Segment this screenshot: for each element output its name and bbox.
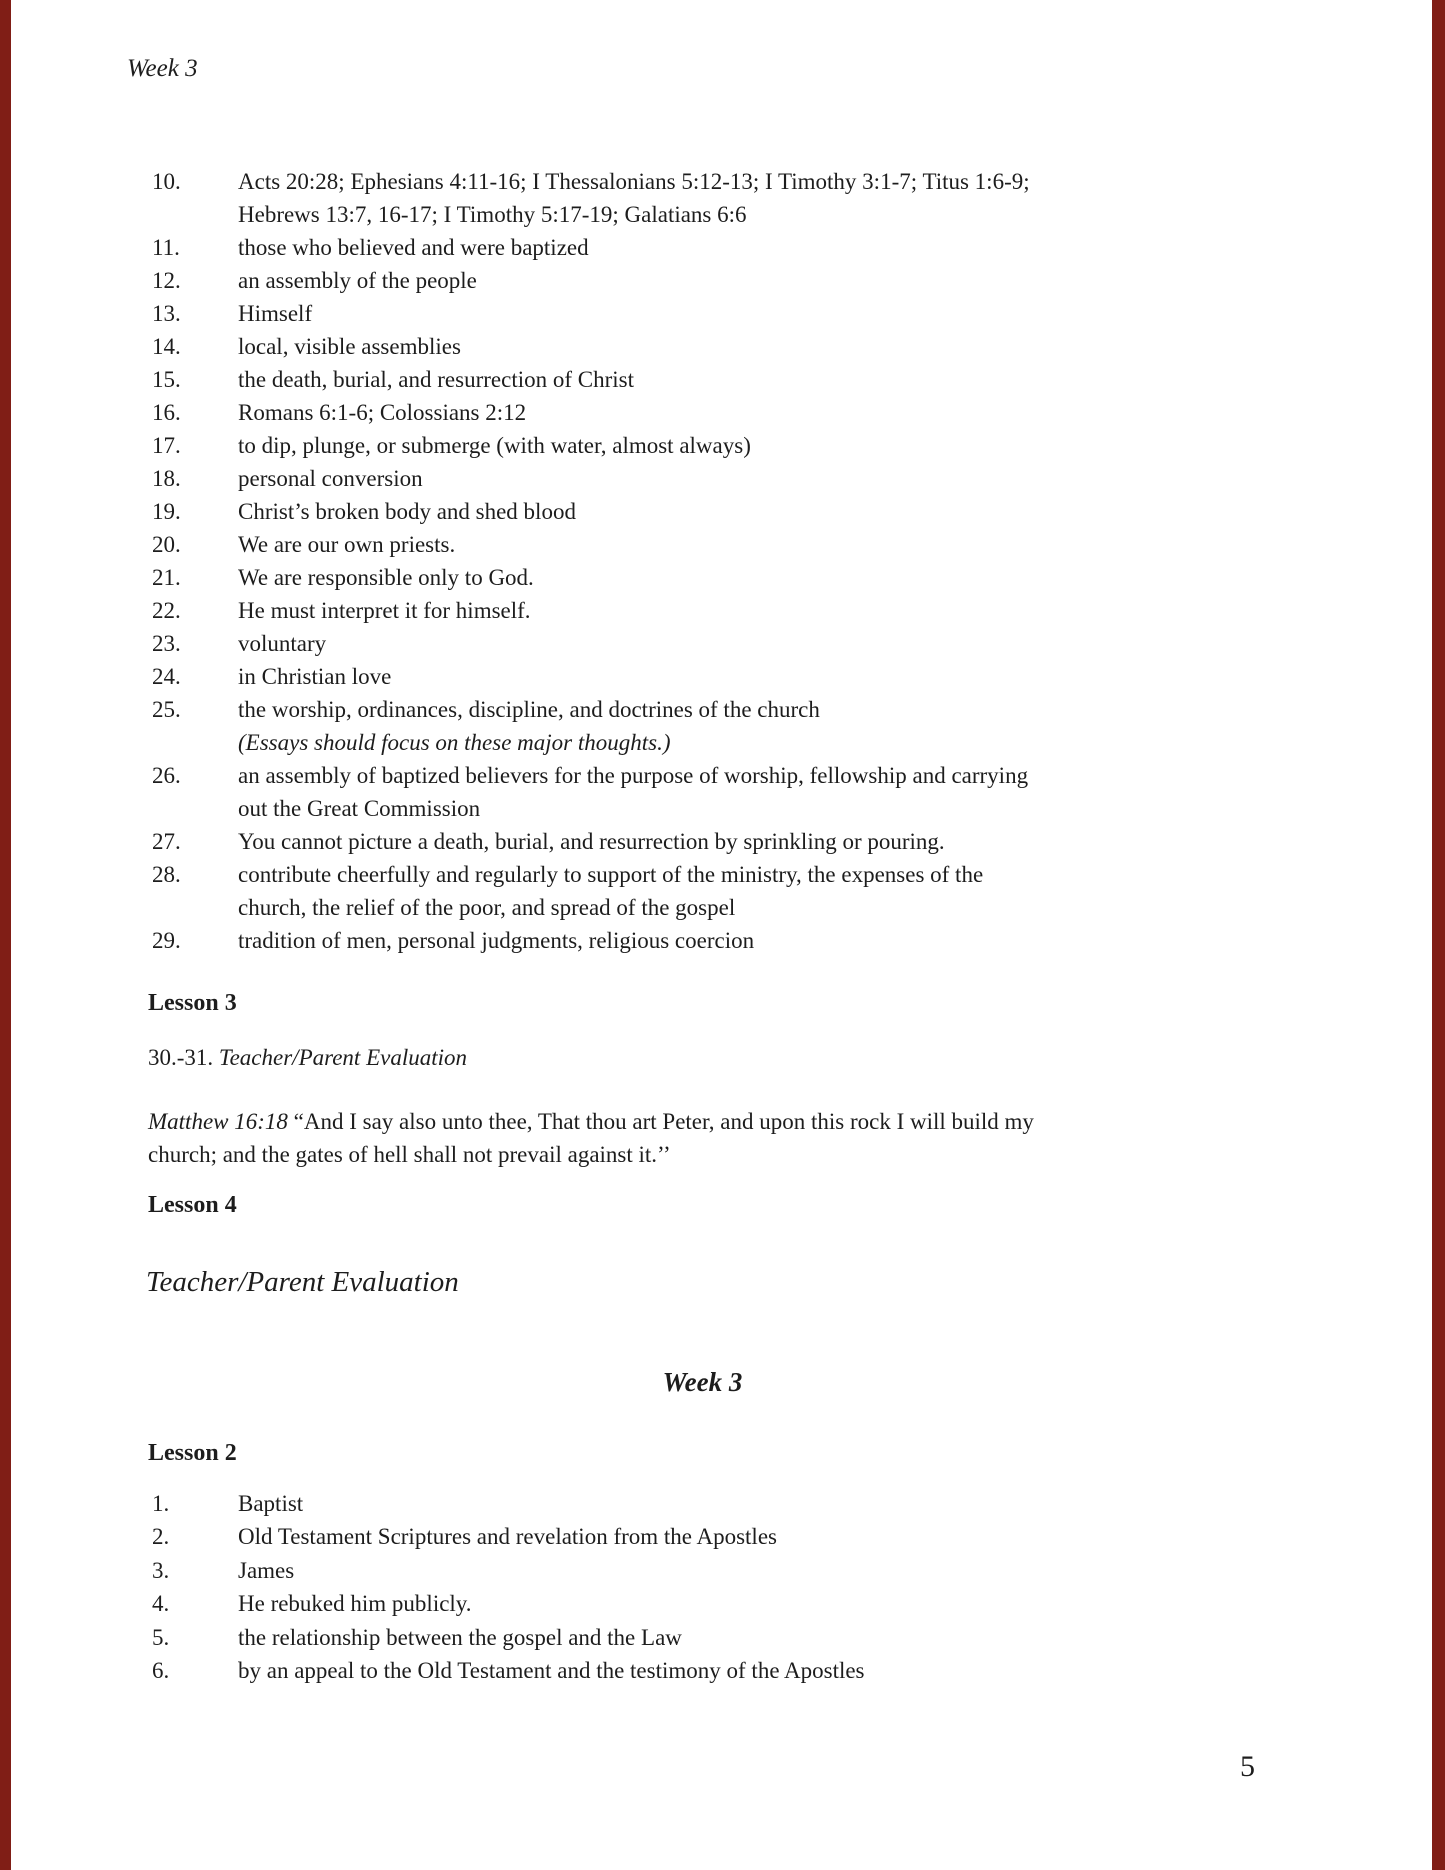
item-number: 27.	[152, 829, 181, 854]
answer-list-item	[152, 165, 1445, 198]
answer-list-item	[152, 561, 1445, 594]
item-text: He rebuked him publicly.	[238, 1591, 472, 1617]
evaluation-range: 30.-31.	[148, 1045, 219, 1070]
answer-list-item	[152, 759, 1445, 792]
item-number: 29.	[152, 928, 181, 953]
answer-list-week3	[0, 1487, 1445, 1687]
item-number: 10.	[152, 169, 181, 194]
item-text: church, the relief of the poor, and spread of the gospel	[238, 895, 736, 920]
item-number: 11.	[152, 235, 180, 260]
item-text: voluntary	[238, 631, 327, 656]
answer-list-item	[152, 1654, 1445, 1687]
item-text: Baptist	[238, 1491, 304, 1516]
answer-list-item	[152, 594, 1445, 627]
answer-list-week2	[0, 165, 1445, 957]
item-text: Christ’s broken body and shed blood	[238, 499, 576, 524]
item-number	[152, 792, 238, 825]
answer-list-item	[152, 1520, 1445, 1553]
item-number: 12.	[152, 268, 181, 293]
item-text: the relationship between the gospel and the Law	[238, 1624, 682, 1650]
answer-list-item	[152, 693, 1445, 726]
item-number: 4.	[152, 1591, 170, 1617]
answer-list-item	[152, 792, 1445, 825]
item-text: out the Great Commission	[238, 796, 481, 821]
item-text: the death, burial, and resurrection of Christ	[238, 367, 634, 392]
answer-list-item	[152, 1554, 1445, 1587]
item-number: 19.	[152, 499, 181, 524]
item-text: an assembly of the people	[238, 268, 477, 293]
answer-list-item	[152, 198, 1445, 231]
quote-line-2: church; and the gates of hell shall not prevail against it.’’	[148, 1142, 671, 1167]
item-number: 28.	[152, 862, 181, 887]
answer-list-item	[152, 429, 1445, 462]
week-3-section-title: Week 3	[662, 1367, 743, 1397]
item-text: those who believed and were baptized	[238, 235, 589, 260]
item-number: 17.	[152, 433, 181, 458]
item-number: 22.	[152, 598, 181, 623]
item-text: We are responsible only to God.	[238, 565, 534, 590]
item-text: Old Testament Scriptures and revelation from the Apostles	[238, 1524, 777, 1550]
matthew-quote-paragraph	[148, 1105, 1034, 1171]
lesson-3-evaluation-line	[148, 1041, 467, 1074]
item-text: We are our own priests.	[238, 532, 456, 557]
item-number	[152, 726, 238, 759]
item-text: tradition of men, personal judgments, religious coercion	[238, 928, 755, 953]
item-text: in Christian love	[238, 664, 392, 689]
item-text: Himself	[238, 301, 313, 326]
item-text: to dip, plunge, or submerge (with water, almost always)	[238, 433, 751, 458]
answer-list-item	[152, 396, 1445, 429]
item-number: 6.	[152, 1658, 170, 1684]
item-text: the worship, ordinances, discipline, and doctrines of the church	[238, 697, 820, 722]
item-number: 5.	[152, 1624, 170, 1650]
answer-list-item	[152, 1487, 1445, 1520]
answer-list-item	[152, 858, 1445, 891]
answer-list-item	[152, 825, 1445, 858]
item-text: by an appeal to the Old Testament and the testimony of the Apostles	[238, 1658, 865, 1684]
item-number: 13.	[152, 301, 181, 326]
item-number: 24.	[152, 664, 181, 689]
answer-list-item	[152, 1621, 1445, 1654]
item-number: 15.	[152, 367, 181, 392]
item-number: 20.	[152, 532, 181, 557]
answer-list-item	[152, 726, 1445, 759]
item-text: local, visible assemblies	[238, 334, 461, 359]
item-text: He must interpret it for himself.	[238, 598, 531, 623]
answer-list-item	[152, 528, 1445, 561]
answer-list-item	[152, 363, 1445, 396]
item-text: You cannot picture a death, burial, and resurrection by sprinkling or pouring.	[238, 829, 945, 854]
item-number: 25.	[152, 697, 181, 722]
item-number	[152, 198, 238, 231]
answer-list-item	[152, 660, 1445, 693]
lesson-4-evaluation-label: Teacher/Parent Evaluation	[146, 1266, 459, 1298]
item-number: 23.	[152, 631, 181, 656]
item-text: James	[238, 1557, 295, 1583]
item-number: 26.	[152, 763, 181, 788]
answer-list-item	[152, 891, 1445, 924]
lesson-3-heading: Lesson 3	[148, 990, 237, 1016]
item-number: 3.	[152, 1557, 170, 1583]
item-text: Acts 20:28; Ephesians 4:11-16; I Thessalonians 5:12-13; I Timothy 3:1-7; Titus 1:6-9;	[238, 169, 1030, 194]
item-text: Hebrews 13:7, 16-17; I Timothy 5:17-19; Galatians 6:6	[238, 202, 747, 227]
answer-list-item	[152, 627, 1445, 660]
item-number: 1.	[152, 1491, 170, 1516]
scripture-reference: Matthew 16:18	[148, 1109, 288, 1134]
item-number: 21.	[152, 565, 181, 590]
item-number: 16.	[152, 400, 181, 425]
item-number: 2.	[152, 1524, 170, 1550]
page-number: 5	[1240, 1750, 1255, 1783]
item-number: 18.	[152, 466, 181, 491]
answer-list-item	[152, 330, 1445, 363]
answer-list-item	[152, 297, 1445, 330]
page-header-week-label: Week 3	[127, 55, 198, 82]
item-number: 14.	[152, 334, 181, 359]
item-text: an assembly of baptized believers for the purpose of worship, fellowship and carrying	[238, 763, 1029, 788]
evaluation-label: Teacher/Parent Evaluation	[218, 1045, 467, 1070]
item-text: contribute cheerfully and regularly to support of the ministry, the expenses of the	[238, 862, 984, 887]
item-number	[152, 891, 238, 924]
answer-list-item	[152, 924, 1445, 957]
item-text: Romans 6:1-6; Colossians 2:12	[238, 400, 527, 425]
answer-list-item	[152, 495, 1445, 528]
answer-list-item	[152, 1587, 1445, 1620]
item-text: personal conversion	[238, 466, 423, 491]
answer-list-item	[152, 231, 1445, 264]
answer-list-item	[152, 462, 1445, 495]
lesson-4-heading: Lesson 4	[148, 1192, 237, 1218]
item-text: (Essays should focus on these major thoughts.)	[238, 730, 671, 755]
quote-line-1: “And I say also unto thee, That thou art Peter, and upon this rock I will build my	[287, 1109, 1034, 1134]
answer-list-item	[152, 264, 1445, 297]
lesson-2-heading: Lesson 2	[148, 1440, 237, 1466]
